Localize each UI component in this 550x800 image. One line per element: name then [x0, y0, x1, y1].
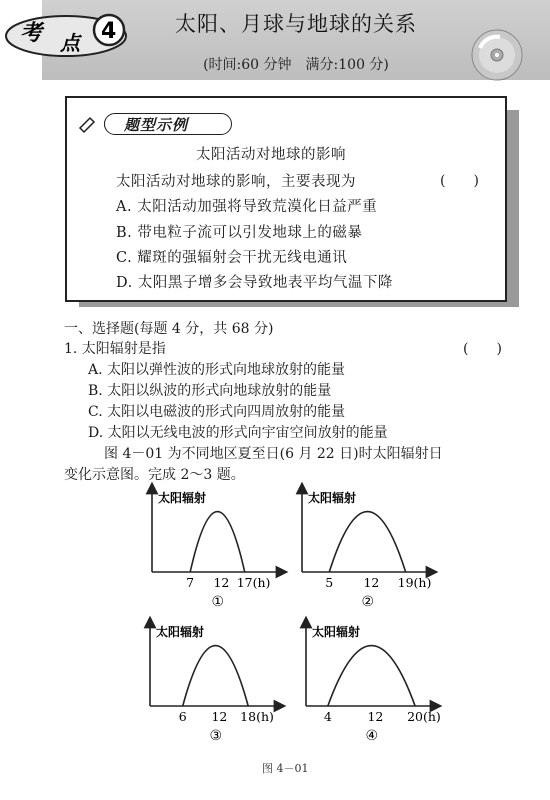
chart-1-tick: 7: [186, 575, 195, 590]
radiation-charts: [0, 478, 550, 758]
example-tag-label: 题型示例: [124, 116, 189, 134]
topic-badge: [4, 8, 134, 58]
chart-1-tick: 12: [213, 575, 230, 590]
chart-2-label: ②: [361, 594, 375, 610]
q1-option-a: A. 太阳以弹性波的形式向地球放射的能量: [88, 362, 346, 378]
question-1: 1. 太阳辐射是指: [64, 341, 166, 357]
chart-1-ylabel: 太阳辐射: [158, 491, 207, 505]
example-option-c: C. 耀斑的强辐射会干扰无线电通讯: [116, 250, 348, 266]
intro-line-1: 图 4－01 为不同地区夏至日(6 月 22 日)时太阳辐射日: [104, 446, 443, 462]
figure-caption: 图 4－01: [262, 762, 309, 775]
section-heading: 一、选择题(每题 4 分，共 68 分): [64, 321, 274, 337]
chart-4-tick: 12: [367, 709, 384, 724]
chart-3-ylabel: 太阳辐射: [156, 625, 205, 639]
example-question: 太阳活动对地球的影响，主要表现为: [116, 174, 356, 190]
example-option-a: A. 太阳活动加强将导致荒漠化日益严重: [116, 199, 378, 215]
q1-option-d: D. 太阳以无线电波的形式向宇宙空间放射的能量: [88, 425, 388, 441]
example-option-d: D. 太阳黑子增多会导致地表平均气温下降: [116, 275, 393, 291]
example-option-b: B. 带电粒子流可以引发地球上的磁暴: [116, 225, 363, 241]
chart-2-tick: 19(h): [397, 575, 432, 590]
chart-3: [150, 622, 280, 744]
chart-2-tick: 5: [325, 575, 334, 590]
chart-4-tick: 20(h): [407, 709, 441, 724]
badge-char-1: 考: [20, 20, 43, 46]
chart-1-label: ①: [211, 594, 225, 610]
chart-1: [152, 488, 282, 610]
chart-2-tick: 12: [363, 575, 380, 590]
q1-option-c: C. 太阳以电磁波的形式向四周放射的能量: [88, 404, 346, 420]
chart-3-curve: [183, 646, 248, 706]
page-title: 太阳、月球与地球的关系: [175, 12, 417, 36]
chart-4-label: ④: [365, 728, 379, 744]
box-shadow-right: [507, 110, 519, 306]
chart-1-curve: [190, 512, 245, 572]
chart-4-curve: [328, 646, 415, 706]
chart-2-ylabel: 太阳辐射: [308, 491, 357, 505]
chart-2-curve: [329, 512, 405, 572]
example-tag: [78, 112, 238, 136]
disc-icon: [470, 28, 524, 82]
chart-3-tick: 12: [211, 709, 228, 724]
chart-4-tick: 4: [323, 709, 332, 724]
example-topic: 太阳活动对地球的影响: [196, 147, 346, 163]
chart-2: [302, 488, 432, 610]
q1-option-b: B. 太阳以纵波的形式向地球放射的能量: [88, 383, 332, 399]
question-1-paren: ( ): [463, 341, 502, 357]
chart-4-ylabel: 太阳辐射: [312, 625, 361, 639]
badge-char-2: 点: [60, 31, 80, 55]
badge-number: 4: [101, 19, 117, 44]
chart-1-tick: 17(h): [236, 575, 271, 590]
chart-3-tick: 18(h): [240, 709, 274, 724]
chart-4: [306, 622, 441, 744]
chart-3-tick: 6: [178, 709, 187, 724]
example-answer-paren: ( ): [440, 173, 479, 189]
chart-3-label: ③: [209, 728, 223, 744]
page-subtitle: (时间:60 分钟 满分:100 分): [203, 57, 389, 73]
intro-line-2: 变化示意图。完成 2～3 题。: [64, 467, 245, 483]
